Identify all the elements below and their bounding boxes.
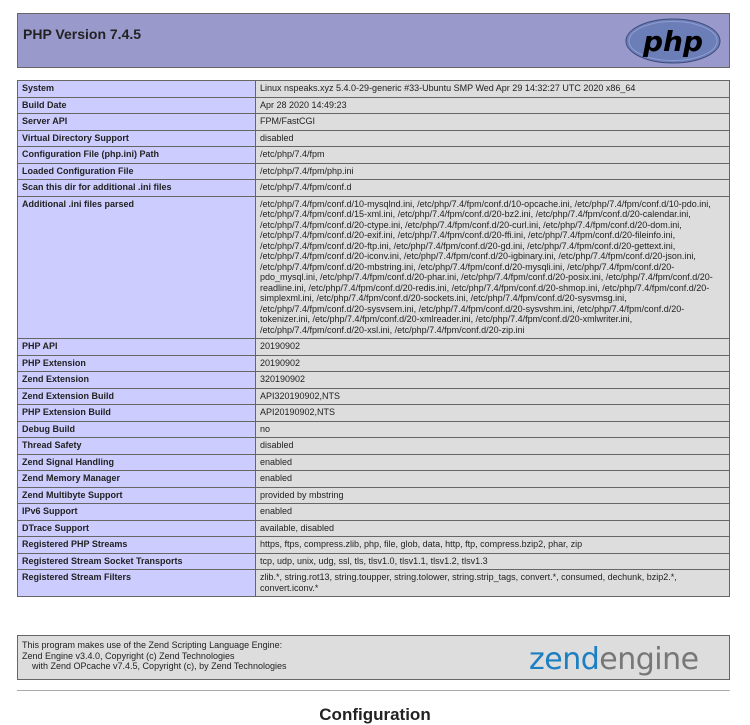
zend-line-3: with Zend OPcache v7.4.5, Copyright (c), by Zend Technologies <box>22 661 287 671</box>
row-key: System <box>18 81 256 98</box>
table-row <box>18 339 730 356</box>
row-value: /etc/php/7.4/fpm/php.ini <box>256 163 730 180</box>
row-value: provided by mbstring <box>256 487 730 504</box>
table-row <box>18 471 730 488</box>
table-row <box>18 114 730 131</box>
table-row <box>18 196 730 339</box>
row-value: enabled <box>256 454 730 471</box>
row-value: enabled <box>256 504 730 521</box>
row-key: Zend Memory Manager <box>18 471 256 488</box>
row-key: Configuration File (php.ini) Path <box>18 147 256 164</box>
row-key: Virtual Directory Support <box>18 130 256 147</box>
row-value: Linux nspeaks.xyz 5.4.0-29-generic #33-Ubuntu SMP Wed Apr 29 14:32:27 UTC 2020 x86_64 <box>256 81 730 98</box>
php-logo-text: php <box>642 25 704 58</box>
page-title: PHP Version 7.4.5 <box>23 26 142 42</box>
zend-line-1: This program makes use of the Zend Scripting Language Engine: <box>22 640 283 650</box>
row-value: Apr 28 2020 14:49:23 <box>256 97 730 114</box>
row-key: PHP Extension Build <box>18 405 256 422</box>
row-value: disabled <box>256 130 730 147</box>
row-value: 20190902 <box>256 355 730 372</box>
table-row <box>18 487 730 504</box>
row-value: available, disabled <box>256 520 730 537</box>
row-key: PHP API <box>18 339 256 356</box>
row-key: Loaded Configuration File <box>18 163 256 180</box>
row-key: Thread Safety <box>18 438 256 455</box>
table-row <box>18 81 730 98</box>
row-value: /etc/php/7.4/fpm/conf.d <box>256 180 730 197</box>
row-key: DTrace Support <box>18 520 256 537</box>
row-key: Registered Stream Socket Transports <box>18 553 256 570</box>
table-row <box>18 421 730 438</box>
table-row <box>18 180 730 197</box>
table-row <box>18 130 730 147</box>
configuration-heading: Configuration <box>319 705 431 724</box>
row-key: Server API <box>18 114 256 131</box>
zend-engine-box <box>17 635 730 680</box>
svg-text:zendengine <box>529 642 699 677</box>
row-key: Build Date <box>18 97 256 114</box>
table-row <box>18 454 730 471</box>
table-row <box>18 163 730 180</box>
row-value: zlib.*, string.rot13, string.toupper, string.tolower, string.strip_tags, convert.*, consumed, dechunk, bzip2.*, convert.iconv.* <box>256 570 730 597</box>
table-row <box>18 537 730 554</box>
row-value: API20190902,NTS <box>256 405 730 422</box>
row-value: tcp, udp, unix, udg, ssl, tls, tlsv1.0, tlsv1.1, tlsv1.2, tlsv1.3 <box>256 553 730 570</box>
table-row <box>18 97 730 114</box>
table-row <box>18 388 730 405</box>
php-version-header <box>17 13 730 68</box>
row-value: no <box>256 421 730 438</box>
row-key: Registered Stream Filters <box>18 570 256 597</box>
zend-engine-logo-icon <box>529 639 725 677</box>
row-value: https, ftps, compress.zlib, php, file, glob, data, http, ftp, compress.bzip2, phar, zip <box>256 537 730 554</box>
zend-engine-text <box>22 640 286 672</box>
php-logo-icon <box>625 18 721 64</box>
row-value: /etc/php/7.4/fpm <box>256 147 730 164</box>
row-key: Scan this dir for additional .ini files <box>18 180 256 197</box>
table-row <box>18 553 730 570</box>
zend-logo-word2: engine <box>599 642 699 677</box>
row-key: Registered PHP Streams <box>18 537 256 554</box>
table-row <box>18 405 730 422</box>
row-value: enabled <box>256 471 730 488</box>
table-row <box>18 372 730 389</box>
table-row <box>18 438 730 455</box>
row-key: Additional .ini files parsed <box>18 196 256 339</box>
zend-logo-word1: zend <box>529 642 600 677</box>
table-row <box>18 570 730 597</box>
row-value: /etc/php/7.4/fpm/conf.d/10-mysqlnd.ini, /etc/php/7.4/fpm/conf.d/10-opcache.ini, /etc/php/7.4/fpm/conf.d/10-pdo.ini, /etc/php/7.4/fpm/conf.d/15-xml.ini, /etc/php/7.4/fpm/conf.d/20-bz2.ini, /etc/php/7.4/fpm/conf.d/20-calendar.ini, /etc/php/7.4/fpm/conf.d/20-ctype.ini, /etc/php/7.4/fpm/conf.d/20-curl.ini, /etc/php/7.4/fpm/conf.d/20-dom.ini, /etc/php/7.4/fpm/conf.d/20-exif.ini, /etc/php/7.4/fpm/conf.d/20-ffi.ini, /etc/php/7.4/fpm/conf.d/20-fileinfo.ini, /etc/php/7.4/fpm/conf.d/20-ftp.ini, /etc/php/7.4/fpm/conf.d/20-gd.ini, /etc/php/7.4/fpm/conf.d/20-gettext.ini, /etc/php/7.4/fpm/conf.d/20-iconv.ini, /etc/php/7.4/fpm/conf.d/20-igbinary.ini, /etc/php/7.4/fpm/conf.d/20-json.ini, /etc/php/7.4/fpm/conf.d/20-mbstring.ini, /etc/php/7.4/fpm/conf.d/20-mysqli.ini, /etc/php/7.4/fpm/conf.d/20-pdo_mysql.ini, /etc/php/7.4/fpm/conf.d/20-phar.ini, /etc/php/7.4/fpm/conf.d/20-posix.ini, /etc/php/7.4/fpm/conf.d/20-readline.ini, /etc/php/7.4/fpm/conf.d/20-redis.ini, /etc/php/7.4/fpm/conf.d/20-shmop.ini, /etc/php/7.4/fpm/conf.d/20-simplexml.ini, /etc/php/7.4/fpm/conf.d/20-sockets.ini, /etc/php/7.4/fpm/conf.d/20-sysvmsg.ini, /etc/php/7.4/fpm/conf.d/20-sysvsem.ini, /etc/php/7.4/fpm/conf.d/20-sysvshm.ini, /etc/php/7.4/fpm/conf.d/20-tokenizer.ini, /etc/php/7.4/fpm/conf.d/20-xmlreader.ini, /etc/php/7.4/fpm/conf.d/20-xmlwriter.ini, /etc/php/7.4/fpm/conf.d/20-xsl.ini, /etc/php/7.4/fpm/conf.d/20-zip.ini <box>256 196 730 339</box>
row-value: FPM/FastCGI <box>256 114 730 131</box>
table-row <box>18 520 730 537</box>
row-key: Zend Multibyte Support <box>18 487 256 504</box>
row-value: 20190902 <box>256 339 730 356</box>
table-row <box>18 355 730 372</box>
row-key: PHP Extension <box>18 355 256 372</box>
info-table <box>17 80 730 597</box>
row-key: Zend Extension Build <box>18 388 256 405</box>
zend-line-2: Zend Engine v3.4.0, Copyright (c) Zend Technologies <box>22 650 235 661</box>
row-key: IPv6 Support <box>18 504 256 521</box>
table-row <box>18 504 730 521</box>
row-value: 320190902 <box>256 372 730 389</box>
row-key: Zend Extension <box>18 372 256 389</box>
row-key: Debug Build <box>18 421 256 438</box>
section-divider <box>17 690 730 691</box>
row-value: disabled <box>256 438 730 455</box>
row-value: API320190902,NTS <box>256 388 730 405</box>
row-key: Zend Signal Handling <box>18 454 256 471</box>
table-row <box>18 147 730 164</box>
